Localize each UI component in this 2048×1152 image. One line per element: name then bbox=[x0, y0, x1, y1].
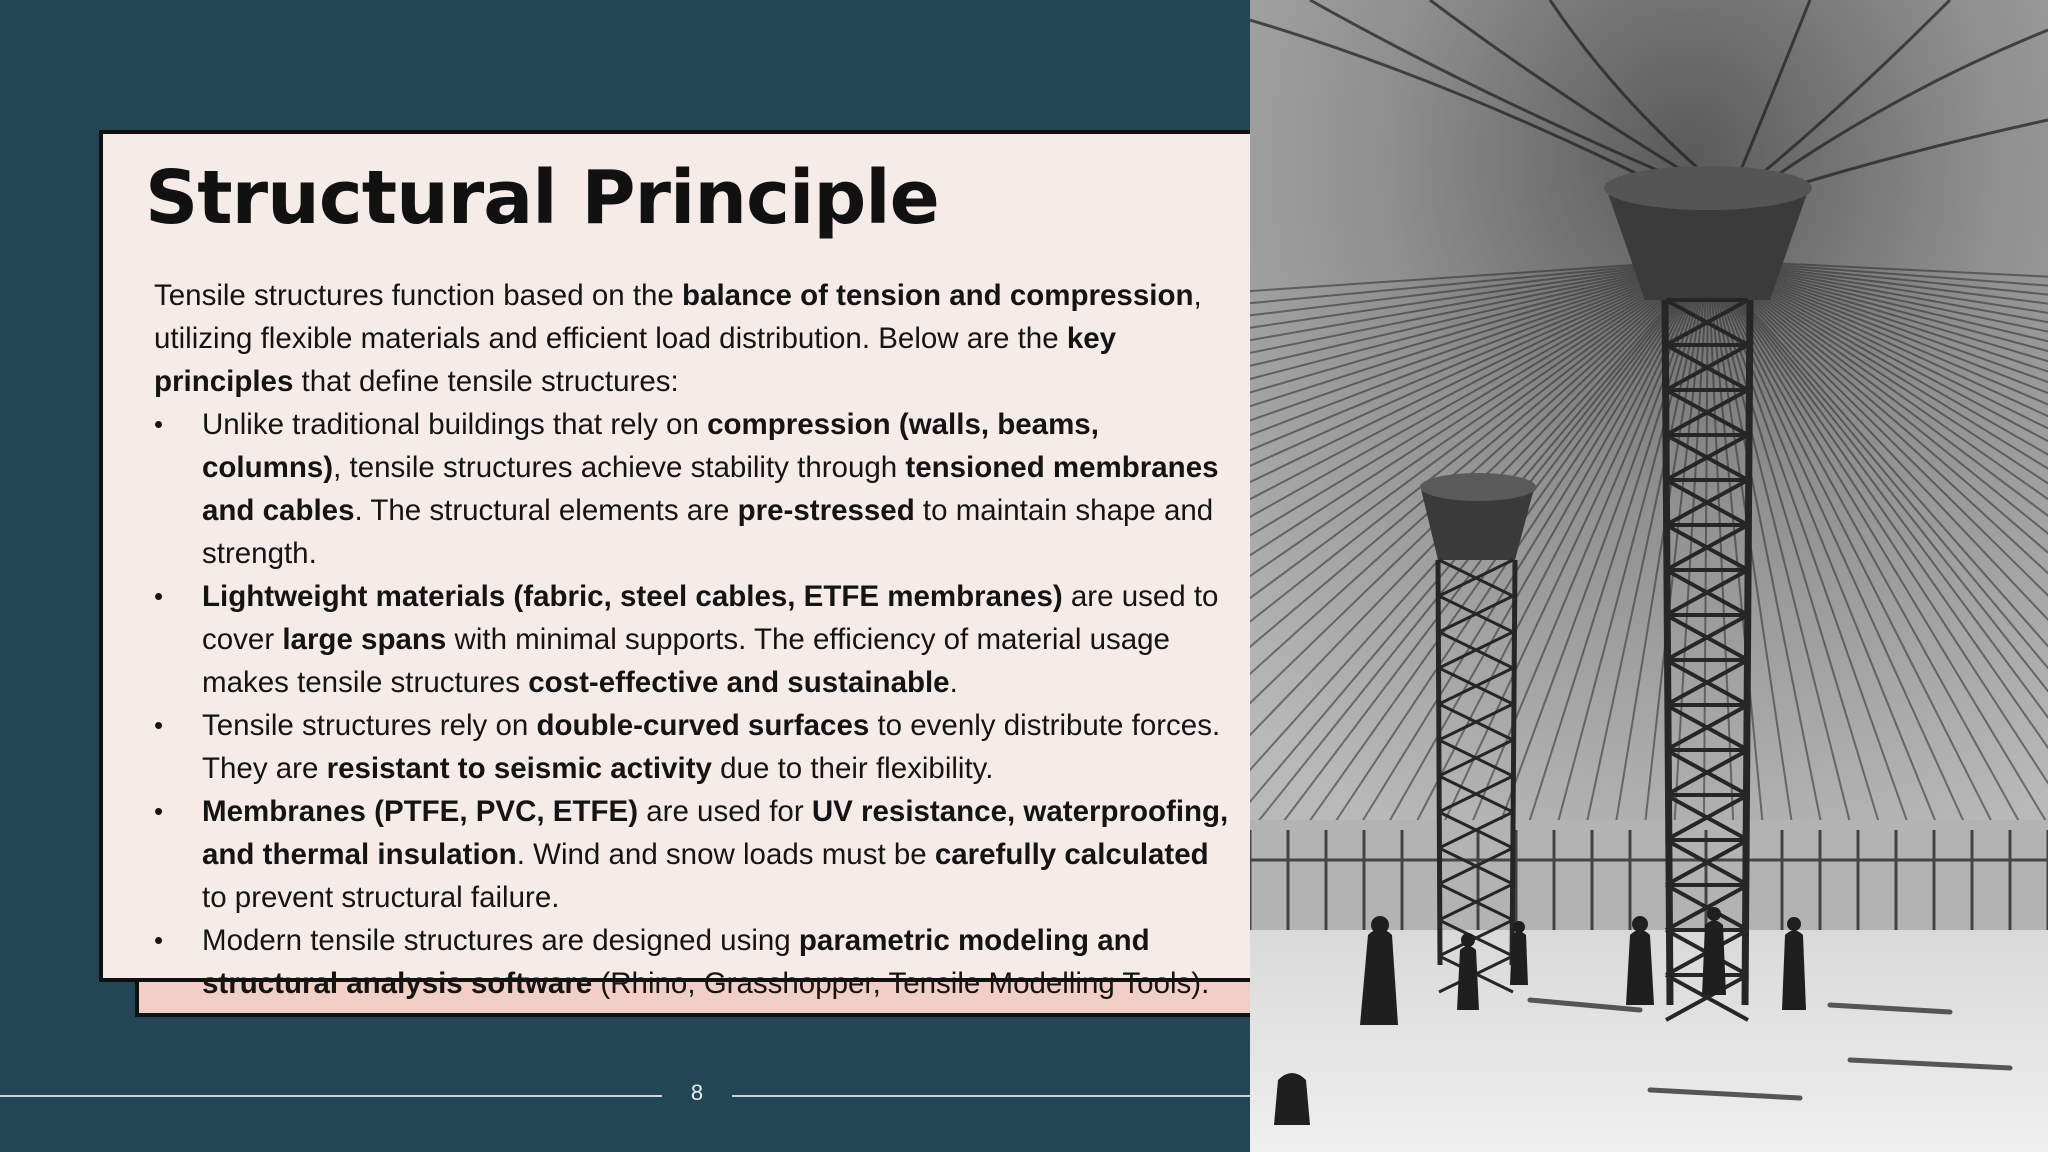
bullet-text: Unlike traditional buildings that rely on bbox=[202, 408, 708, 441]
bullet-bold: large spans bbox=[282, 623, 447, 656]
footer-divider-left bbox=[0, 1095, 662, 1097]
historic-tensile-roof-photo-icon bbox=[1250, 0, 2048, 1152]
bullet-text: Modern tensile structures are designed using bbox=[202, 924, 799, 957]
bullet-bold: resistant to seismic activity bbox=[326, 752, 712, 785]
bullet-text: due to their flexibility. bbox=[711, 752, 994, 785]
slide-body bbox=[154, 274, 1234, 1005]
bullet-text: with minimal supports. The efficiency of material usage makes tensile structures bbox=[202, 623, 1170, 699]
bullet-bold: Membranes (PTFE, PVC, ETFE) bbox=[202, 795, 639, 828]
list-item bbox=[154, 704, 1234, 790]
intro-bold-1: balance of tension and compression bbox=[682, 279, 1194, 312]
bullet-icon: • bbox=[154, 710, 164, 740]
bullet-bold: carefully calculated bbox=[934, 838, 1209, 871]
bullet-text: Tensile structures rely on bbox=[202, 709, 537, 742]
principles-list bbox=[154, 403, 1234, 1005]
bullet-text: to maintain shape and strength. bbox=[202, 494, 1214, 570]
footer-divider-right bbox=[732, 1095, 1250, 1097]
intro-text-2: , utilizing flexible materials and efficient load distribution. Below are the bbox=[154, 279, 1202, 355]
bullet-bold: parametric modeling and structural analysis software bbox=[202, 924, 1150, 1000]
intro-text-3: that define tensile structures: bbox=[293, 365, 679, 398]
bullet-bold: Lightweight materials (fabric, steel cables, ETFE membranes) bbox=[202, 580, 1063, 613]
bullet-text: . The structural elements are bbox=[354, 494, 738, 527]
bullet-text: (Rhino, Grasshopper, Tensile Modelling Tools). bbox=[592, 967, 1210, 1000]
list-item bbox=[154, 575, 1234, 704]
intro-bold-2: key principles bbox=[154, 322, 1117, 398]
bullet-text: to prevent structural failure. bbox=[202, 881, 560, 914]
bullet-bold: compression (walls, beams, columns) bbox=[202, 408, 1099, 484]
bullet-text: are used to cover bbox=[202, 580, 1219, 656]
page-number: 8 bbox=[690, 1080, 704, 1105]
bullet-text: , tensile structures achieve stability through bbox=[333, 451, 906, 484]
slide-title: Structural Principle bbox=[145, 155, 939, 241]
list-item bbox=[154, 403, 1234, 575]
bullet-bold: pre-stressed bbox=[737, 494, 915, 527]
intro-text-1: Tensile structures function based on the bbox=[154, 279, 683, 312]
bullet-icon: • bbox=[154, 409, 164, 439]
bullet-icon: • bbox=[154, 925, 164, 955]
bullet-bold: double-curved surfaces bbox=[536, 709, 870, 742]
list-item bbox=[154, 919, 1234, 1005]
bullet-icon: • bbox=[154, 581, 164, 611]
bullet-bold: UV resistance, waterproofing, and thermal insulation bbox=[202, 795, 1229, 871]
bullet-text: are used for bbox=[638, 795, 812, 828]
bullet-icon: • bbox=[154, 796, 164, 826]
bullet-bold: cost-effective and sustainable bbox=[528, 666, 950, 699]
bullet-text: to evenly distribute forces. They are bbox=[202, 709, 1221, 785]
intro-paragraph bbox=[154, 274, 1234, 403]
bullet-text: . Wind and snow loads must be bbox=[516, 838, 935, 871]
bullet-bold: tensioned membranes and cables bbox=[202, 451, 1219, 527]
bullet-text: . bbox=[949, 666, 958, 699]
list-item bbox=[154, 790, 1234, 919]
